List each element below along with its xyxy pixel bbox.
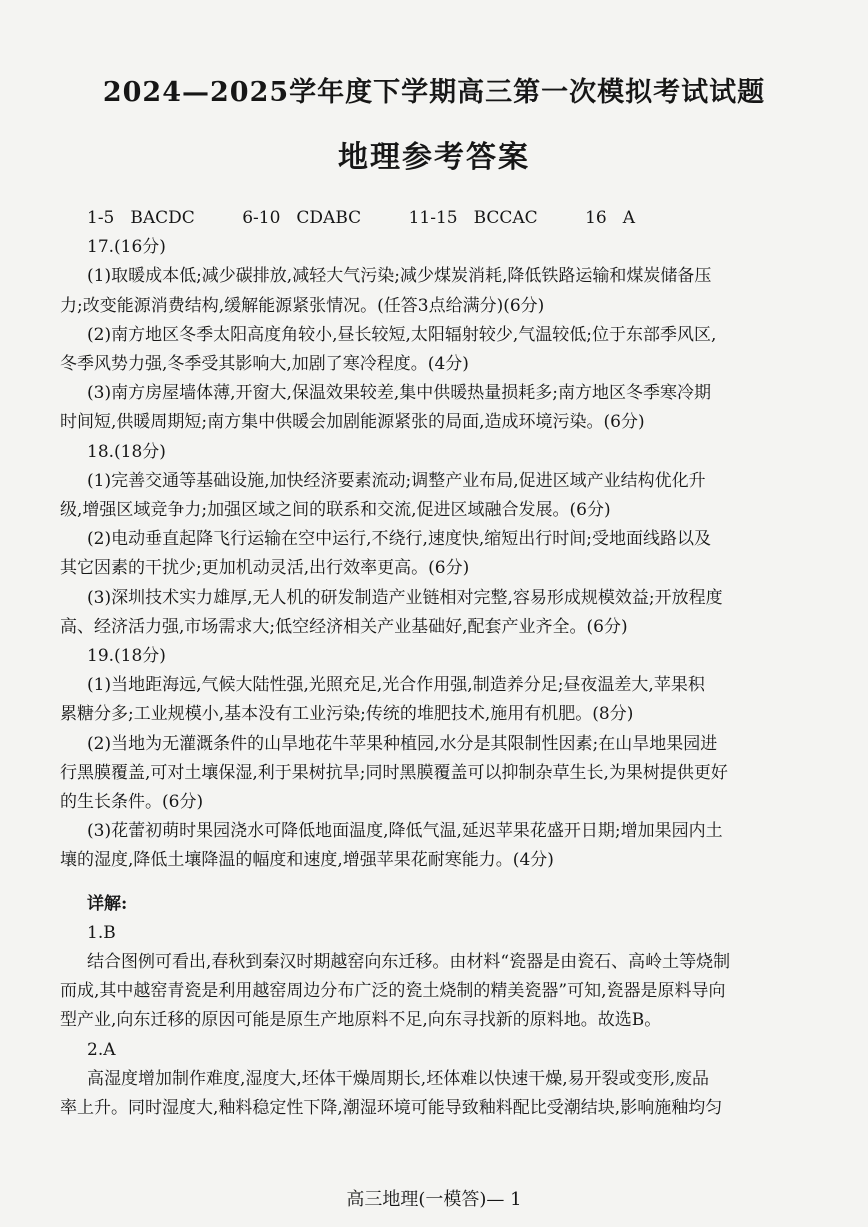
answer-line: (2)当地为无灌溉条件的山旱地花牛苹果种植园,水分是其限制性因素;在山旱地果园进 xyxy=(87,733,718,754)
explanation-label: 2.A xyxy=(87,1039,116,1060)
page-footer: 高三地理(一模答)— 1 xyxy=(346,1189,522,1210)
explanation-line: 结合图例可看出,春秋到秦汉时期越窑向东迁移。由材料“瓷器是由瓷石、高岭土等烧制 xyxy=(87,952,731,973)
choice-answer-group xyxy=(409,204,538,233)
choice-answer-group xyxy=(242,204,361,233)
answer-line: 累糖分多;工业规模小,基本没有工业污染;传统的堆肥技术,施用有机肥。(8分) xyxy=(60,704,634,725)
explanation-line: 高湿度增加制作难度,湿度大,坯体干燥周期长,坯体难以快速干燥,易开裂或变形,废品 xyxy=(87,1068,710,1089)
explanation-line: 率上升。同时湿度大,釉料稳定性下降,潮湿环境可能导致釉料配比受潮结块,影响施釉均匀 xyxy=(60,1098,723,1119)
answer-line: (2)南方地区冬季太阳高度角较小,昼长较短,太阳辐射较少,气温较低;位于东部季风区, xyxy=(87,324,717,345)
choice-letters: BACDC xyxy=(130,208,195,228)
answer-line: (3)南方房屋墙体薄,开窗大,保温效果较差,集中供暖热量损耗多;南方地区冬季寒冷期 xyxy=(87,383,712,404)
choice-range: 1-5 xyxy=(87,208,115,228)
explanation-line: 型产业,向东迁移的原因可能是原生产地原料不足,向东寻找新的原料地。故选B。 xyxy=(60,1010,662,1031)
answer-line: 的生长条件。(6分) xyxy=(60,792,204,813)
answer-line: (1)完善交通等基础设施,加快经济要素流动;调整产业布局,促进区域产业结构优化升 xyxy=(87,470,706,491)
answer-line: 壤的湿度,降低土壤降温的幅度和速度,增强苹果花耐寒能力。(4分) xyxy=(60,850,554,871)
choice-range: 16 xyxy=(585,208,607,228)
answer-line: 冬季风势力强,冬季受其影响大,加剧了寒冷程度。(4分) xyxy=(60,354,469,375)
choice-answers-row xyxy=(60,204,808,233)
section-gap xyxy=(60,876,808,890)
explanations-heading: 详解: xyxy=(87,893,128,914)
choice-letters: BCCAC xyxy=(473,208,538,228)
answer-line: (1)当地距海远,气候大陆性强,光照充足,光合作用强,制造养分足;昼夜温差大,苹果积 xyxy=(87,675,705,696)
choice-range: 11-15 xyxy=(408,208,458,228)
answer-line: (3)深圳技术实力雄厚,无人机的研发制造产业链相对完整,容易形成规模效益;开放程度 xyxy=(87,587,723,608)
choice-range: 6-10 xyxy=(242,208,281,228)
choice-letters: CDABC xyxy=(296,208,362,228)
explanation-line: 而成,其中越窑青瓷是利用越窑周边分布广泛的瓷土烧制的精美瓷器”可知,瓷器是原料导向 xyxy=(60,981,726,1002)
answer-line: (1)取暖成本低;减少碳排放,减轻大气污染;减少煤炭消耗,降低铁路运输和煤炭储备压 xyxy=(87,266,712,287)
answer-line: 高、经济活力强,市场需求大;低空经济相关产业基础好,配套产业齐全。(6分) xyxy=(60,616,628,637)
answer-line: 力;改变能源消费结构,缓解能源紧张情况。(任答3点给满分)(6分) xyxy=(60,295,545,316)
question-heading: 19.(18分) xyxy=(87,646,166,667)
exam-title: 2024—2025学年度下学期高三第一次模拟考试试题 xyxy=(102,77,766,108)
answer-line: (2)电动垂直起降飞行运输在空中运行,不绕行,速度快,缩短出行时间;受地面线路以及 xyxy=(87,529,712,550)
choice-answer-group xyxy=(585,204,635,233)
explanation-label: 1.B xyxy=(87,922,116,943)
answer-line: 其它因素的干扰少;更加机动灵活,出行效率更高。(6分) xyxy=(60,558,470,579)
answer-line: 级,增强区域竞争力;加强区域之间的联系和交流,促进区域融合发展。(6分) xyxy=(60,500,611,521)
question-heading: 18.(18分) xyxy=(87,441,166,462)
question-heading: 17.(16分) xyxy=(87,237,166,258)
choice-answer-group xyxy=(87,204,195,233)
subject-title: 地理参考答案 xyxy=(338,140,530,175)
answer-line: 行黑膜覆盖,可对土壤保湿,利于果树抗旱;同时黑膜覆盖可以抑制杂草生长,为果树提供更好 xyxy=(60,762,728,783)
answer-line: (3)花蕾初萌时果园浇水可降低地面温度,降低气温,延迟苹果花盛开日期;增加果园内土 xyxy=(87,821,723,842)
answer-content xyxy=(60,204,808,1123)
choice-letters: A xyxy=(622,208,636,228)
answer-line: 时间短,供暖周期短;南方集中供暖会加剧能源紧张的局面,造成环境污染。(6分) xyxy=(60,412,645,433)
